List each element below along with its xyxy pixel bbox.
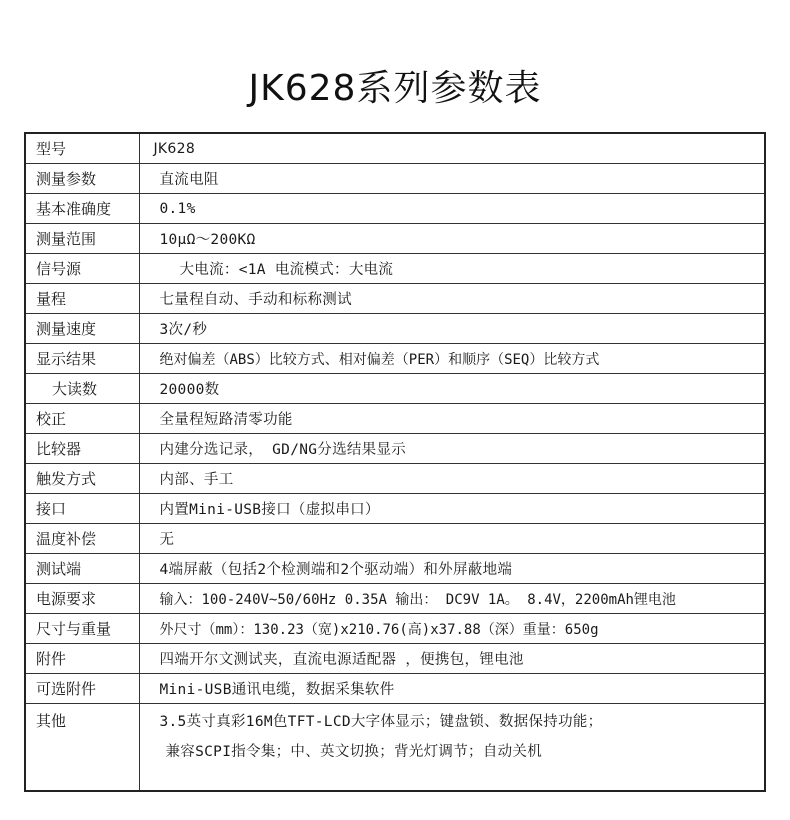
table-row xyxy=(25,494,765,524)
row-value: 4端屏蔽（包括2个检测端和2个驱动端）和外屏蔽地端 xyxy=(139,554,765,584)
row-label: 触发方式 xyxy=(25,464,139,494)
table-row xyxy=(25,284,765,314)
table-row xyxy=(25,404,765,434)
table-row xyxy=(25,344,765,374)
row-value: 四端开尔文测试夹，直流电源适配器 ，便携包，锂电池 xyxy=(139,644,765,674)
row-value: JK628 xyxy=(139,133,765,164)
row-label: 温度补偿 xyxy=(25,524,139,554)
row-label: 基本准确度 xyxy=(25,194,139,224)
table-row xyxy=(25,614,765,644)
row-value: 绝对偏差（ABS）比较方式、相对偏差（PER）和顺序（SEQ）比较方式 xyxy=(139,344,765,374)
row-value: 20000数 xyxy=(139,374,765,404)
table-row xyxy=(25,133,765,164)
table-row xyxy=(25,584,765,614)
row-value: 全量程短路清零功能 xyxy=(139,404,765,434)
row-label: 信号源 xyxy=(25,254,139,284)
table-row xyxy=(25,644,765,674)
row-value: 外尺寸（mm）：130.23（宽)x210.76(高)x37.88（深）重量：650g xyxy=(139,614,765,644)
table-row xyxy=(25,314,765,344)
row-value-line: 3.5英寸真彩16M色TFT-LCD大字体显示；键盘锁、数据保持功能； xyxy=(159,714,603,730)
row-value: 内置Mini-USB接口（虚拟串口） xyxy=(139,494,765,524)
row-label: 比较器 xyxy=(25,434,139,464)
row-label: 型号 xyxy=(25,133,139,164)
row-label: 可选附件 xyxy=(25,674,139,704)
row-value: Mini-USB通讯电缆，数据采集软件 xyxy=(139,674,765,704)
table-row xyxy=(25,254,765,284)
table-row xyxy=(25,464,765,494)
row-value: 3次/秒 xyxy=(139,314,765,344)
row-label: 接口 xyxy=(25,494,139,524)
row-label: 量程 xyxy=(25,284,139,314)
table-row xyxy=(25,164,765,194)
row-label: 显示结果 xyxy=(25,344,139,374)
row-value: 大电流：<1A 电流模式：大电流 xyxy=(139,254,765,284)
table-row xyxy=(25,224,765,254)
row-label: 尺寸与重量 xyxy=(25,614,139,644)
row-value: 直流电阻 xyxy=(139,164,765,194)
row-label: 大读数 xyxy=(25,374,139,404)
row-value xyxy=(139,704,765,792)
row-value: 内部、手工 xyxy=(139,464,765,494)
table-row xyxy=(25,704,765,792)
row-value: 无 xyxy=(139,524,765,554)
table-row xyxy=(25,674,765,704)
table-row xyxy=(25,434,765,464)
row-label: 其他 xyxy=(25,704,139,792)
row-label: 测量参数 xyxy=(25,164,139,194)
row-value: 输入：100-240V~50/60Hz 0.35A 输出： DC9V 1A。 8.4V，2200mAh锂电池 xyxy=(139,584,765,614)
row-label: 电源要求 xyxy=(25,584,139,614)
table-row xyxy=(25,524,765,554)
row-label: 测量范围 xyxy=(25,224,139,254)
row-value: 七量程自动、手动和标称测试 xyxy=(139,284,765,314)
row-label: 测试端 xyxy=(25,554,139,584)
row-value: 内建分选记录， GD/NG分选结果显示 xyxy=(139,434,765,464)
row-label: 附件 xyxy=(25,644,139,674)
spec-table xyxy=(24,132,766,792)
page-title: JK628系列参数表 xyxy=(248,68,542,109)
row-label: 测量速度 xyxy=(25,314,139,344)
row-value: 0.1% xyxy=(139,194,765,224)
row-value-line: 兼容SCPI指令集；中、英文切换；背光灯调节；自动关机 xyxy=(165,744,543,760)
table-row xyxy=(25,194,765,224)
table-row xyxy=(25,554,765,584)
table-row xyxy=(25,374,765,404)
row-label: 校正 xyxy=(25,404,139,434)
row-value: 10μΩ～200KΩ xyxy=(139,224,765,254)
